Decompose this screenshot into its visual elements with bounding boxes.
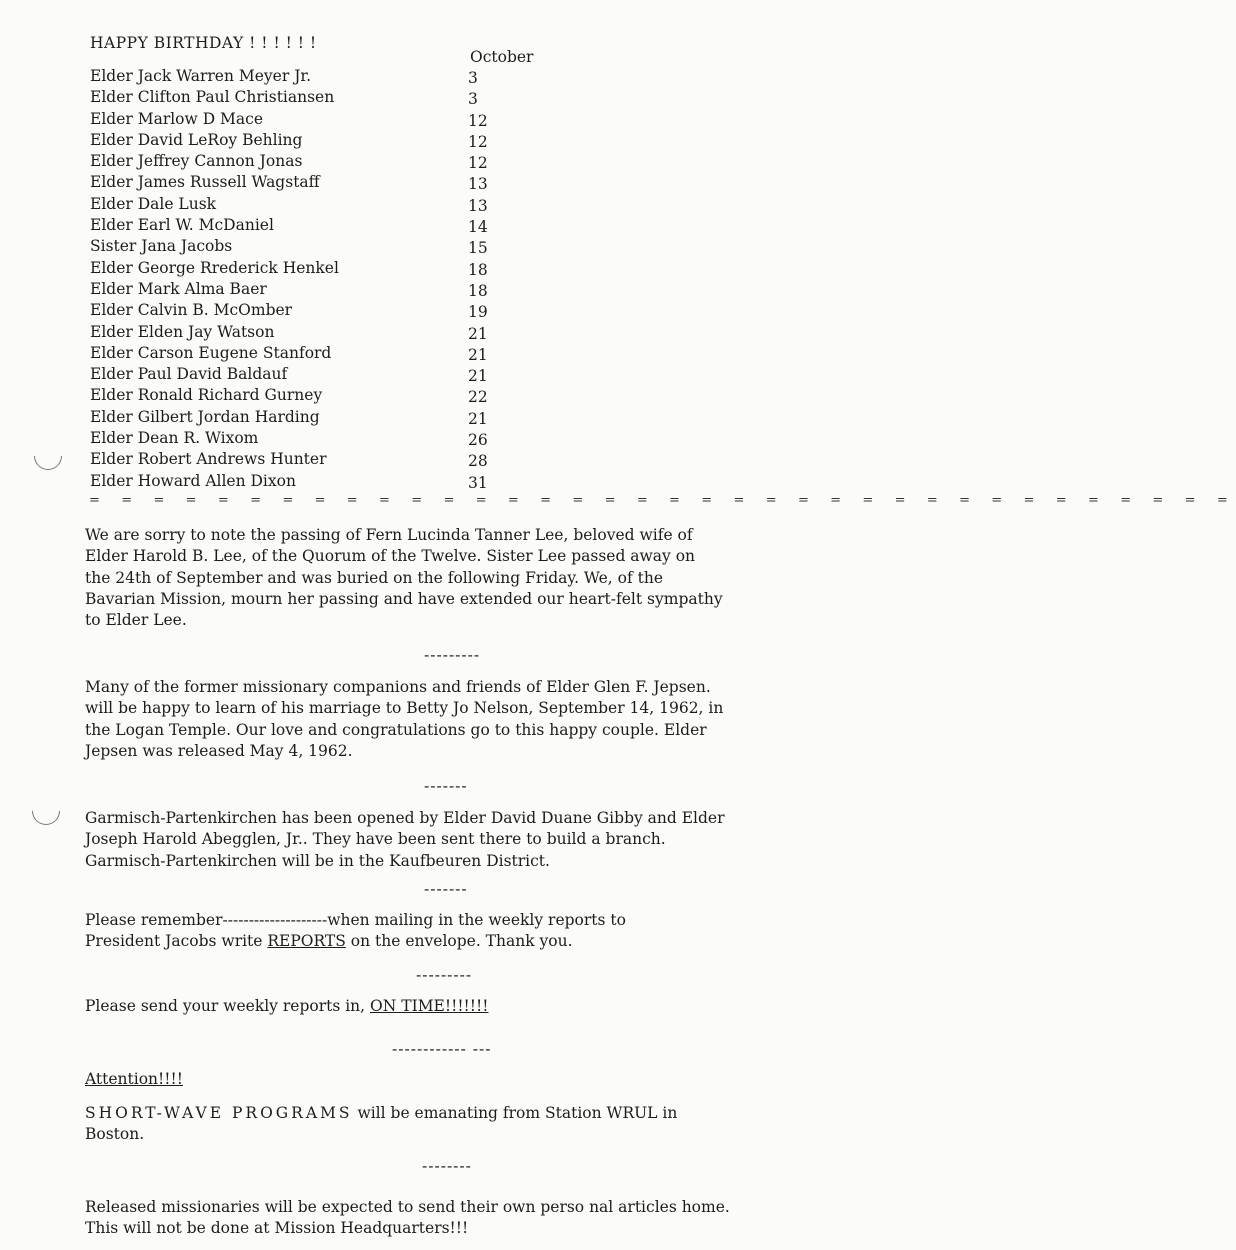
notice-lee-line: We are sorry to note the passing of Fern Lucinda Tanner Lee, beloved wife of — [85, 526, 693, 544]
reports-reminder-line — [85, 931, 865, 952]
birthday-name: Elder Paul David Baldauf — [90, 365, 288, 384]
birthday-name: Sister Jana Jacobs — [90, 237, 233, 256]
birthday-day: 21 — [468, 367, 488, 386]
released-line: Released missionaries will be expected to send their own perso nal articles home. — [85, 1198, 730, 1216]
separator: ------------ --- — [392, 1040, 492, 1058]
birthday-row — [90, 215, 610, 236]
birthday-name: Elder Clifton Paul Christiansen — [90, 88, 335, 107]
birthday-day: 12 — [468, 132, 488, 151]
birthday-day: 12 — [468, 154, 488, 173]
birthday-row — [90, 151, 610, 172]
birthday-day: 15 — [468, 239, 488, 258]
birthday-name: Elder David LeRoy Behling — [90, 130, 303, 149]
birthday-row — [90, 66, 610, 87]
birthday-day: 21 — [468, 324, 488, 343]
notice-garmisch-line: Garmisch-Partenkirchen has been opened by Elder David Duane Gibby and Elder — [85, 809, 725, 827]
birthday-name: Elder Carson Eugene Stanford — [90, 343, 332, 362]
notice-released — [85, 1197, 865, 1240]
punch-hole-upper — [28, 436, 68, 476]
birthday-row — [90, 87, 610, 108]
birthday-name: Elder Earl W. McDaniel — [90, 216, 274, 235]
birthday-day: 31 — [468, 473, 488, 492]
birthday-row — [90, 471, 610, 492]
birthday-row — [90, 172, 610, 193]
birthday-row — [90, 194, 610, 215]
birthday-row — [90, 407, 610, 428]
notice-lee-line: to Elder Lee. — [85, 611, 187, 630]
birthday-row — [90, 364, 610, 385]
birthday-name: Elder Jeffrey Cannon Jonas — [90, 152, 303, 171]
reports-emphasis: REPORTS — [267, 932, 346, 951]
on-time-emphasis: ON TIME!!!!!!! — [370, 997, 489, 1015]
notice-jepsen-line: the Logan Temple. Our love and congratulations go to this happy couple. Elder — [85, 720, 707, 739]
birthday-day: 19 — [468, 303, 488, 322]
birthday-row — [90, 236, 610, 257]
birthday-name: Elder Elden Jay Watson — [90, 322, 275, 341]
reports-reminder-text: President Jacobs write — [85, 932, 268, 951]
birthday-row — [90, 322, 610, 343]
birthday-row — [90, 428, 610, 449]
birthday-name: Elder Gilbert Jordan Harding — [90, 407, 320, 426]
reports-reminder-line: Please remember--------------------when mailing in the weekly reports to — [85, 911, 626, 929]
birthday-day: 26 — [468, 431, 488, 450]
notice-attention — [85, 1069, 865, 1090]
released-line: This will not be done at Mission Headquarters!!! — [85, 1219, 469, 1238]
birthday-row — [90, 109, 610, 130]
birthday-name: Elder Jack Warren Meyer Jr. — [90, 67, 312, 85]
birthday-name: Elder Dale Lusk — [90, 194, 217, 213]
notice-jepsen-line: Many of the former missionary companions and friends of Elder Glen F. Jepsen. — [85, 678, 711, 696]
notice-lee — [85, 525, 865, 631]
birthday-row — [90, 258, 610, 279]
notice-garmisch-line: Joseph Harold Abegglen, Jr.. They have been sent there to build a branch. — [85, 830, 666, 849]
attention-heading: Attention!!!! — [85, 1070, 183, 1088]
birthday-day: 14 — [468, 218, 488, 237]
birthday-heading: HAPPY BIRTHDAY ! ! ! ! ! ! — [90, 34, 317, 52]
birthday-name: Elder James Russell Wagstaff — [90, 173, 320, 192]
birthday-name: Elder Robert Andrews Hunter — [90, 450, 327, 469]
notice-reports-reminder — [85, 910, 865, 953]
section-divider: = = = = = = = = = = = = = = = = = = = = = = = = = = = = = = = = = = = = — [89, 493, 1236, 508]
birthday-row — [90, 300, 610, 321]
birthday-row — [90, 130, 610, 151]
birthday-month: October — [470, 48, 534, 66]
notice-garmisch — [85, 808, 865, 872]
notice-short-wave — [85, 1103, 865, 1146]
birthday-day: 13 — [468, 196, 488, 215]
on-time-text: Please send your weekly reports in, — [85, 997, 371, 1015]
birthday-day: 13 — [468, 175, 488, 194]
notice-garmisch-line: Garmisch-Partenkirchen will be in the Kaufbeuren District. — [85, 851, 550, 870]
birthday-name: Elder George Rrederick Henkel — [90, 258, 339, 277]
birthday-day: 21 — [468, 345, 488, 364]
short-wave-emphasis: SHORT-WAVE PROGRAMS — [85, 1104, 353, 1122]
short-wave-line: Boston. — [85, 1125, 145, 1144]
birthday-day: 12 — [468, 111, 488, 130]
birthday-row — [90, 343, 610, 364]
birthday-row — [90, 279, 610, 300]
short-wave-line — [85, 1103, 865, 1124]
birthday-name: Elder Ronald Richard Gurney — [90, 386, 323, 405]
birthday-day: 22 — [468, 388, 488, 407]
birthday-day: 18 — [468, 260, 488, 279]
punch-hole-lower — [26, 791, 66, 831]
birthday-day: 18 — [468, 281, 488, 300]
birthday-row — [90, 449, 610, 470]
on-time-line — [85, 996, 865, 1017]
birthday-day: 21 — [468, 409, 488, 428]
notice-jepsen — [85, 677, 865, 762]
birthday-name: Elder Howard Allen Dixon — [90, 471, 296, 490]
separator: --------- — [416, 966, 473, 984]
reports-reminder-text: on the envelope. Thank you. — [345, 932, 573, 951]
separator: ------- — [424, 880, 468, 898]
short-wave-text: will be emanating from Station WRUL in — [352, 1104, 678, 1122]
birthday-day: 3 — [468, 90, 478, 109]
birthday-day: 3 — [468, 69, 478, 87]
notice-lee-line: Elder Harold B. Lee, of the Quorum of the Twelve. Sister Lee passed away on — [85, 547, 696, 566]
birthday-row — [90, 385, 610, 406]
separator: ------- — [424, 777, 468, 795]
notice-lee-line: the 24th of September and was buried on the following Friday. We, of the — [85, 568, 664, 587]
notice-on-time — [85, 996, 865, 1017]
birthday-day: 28 — [468, 452, 488, 471]
notice-jepsen-line: Jepsen was released May 4, 1962. — [85, 741, 353, 760]
birthday-name: Elder Mark Alma Baer — [90, 279, 267, 298]
birthday-name: Elder Marlow D Mace — [90, 109, 264, 128]
separator: -------- — [422, 1157, 472, 1175]
separator: --------- — [424, 646, 481, 664]
birthday-name: Elder Dean R. Wixom — [90, 429, 259, 448]
birthday-name: Elder Calvin B. McOmber — [90, 301, 293, 320]
birthday-list — [90, 66, 610, 492]
notice-lee-line: Bavarian Mission, mourn her passing and have extended our heart-felt sympathy — [85, 589, 723, 608]
notice-jepsen-line: will be happy to learn of his marriage to Betty Jo Nelson, September 14, 1962, in — [85, 699, 724, 718]
